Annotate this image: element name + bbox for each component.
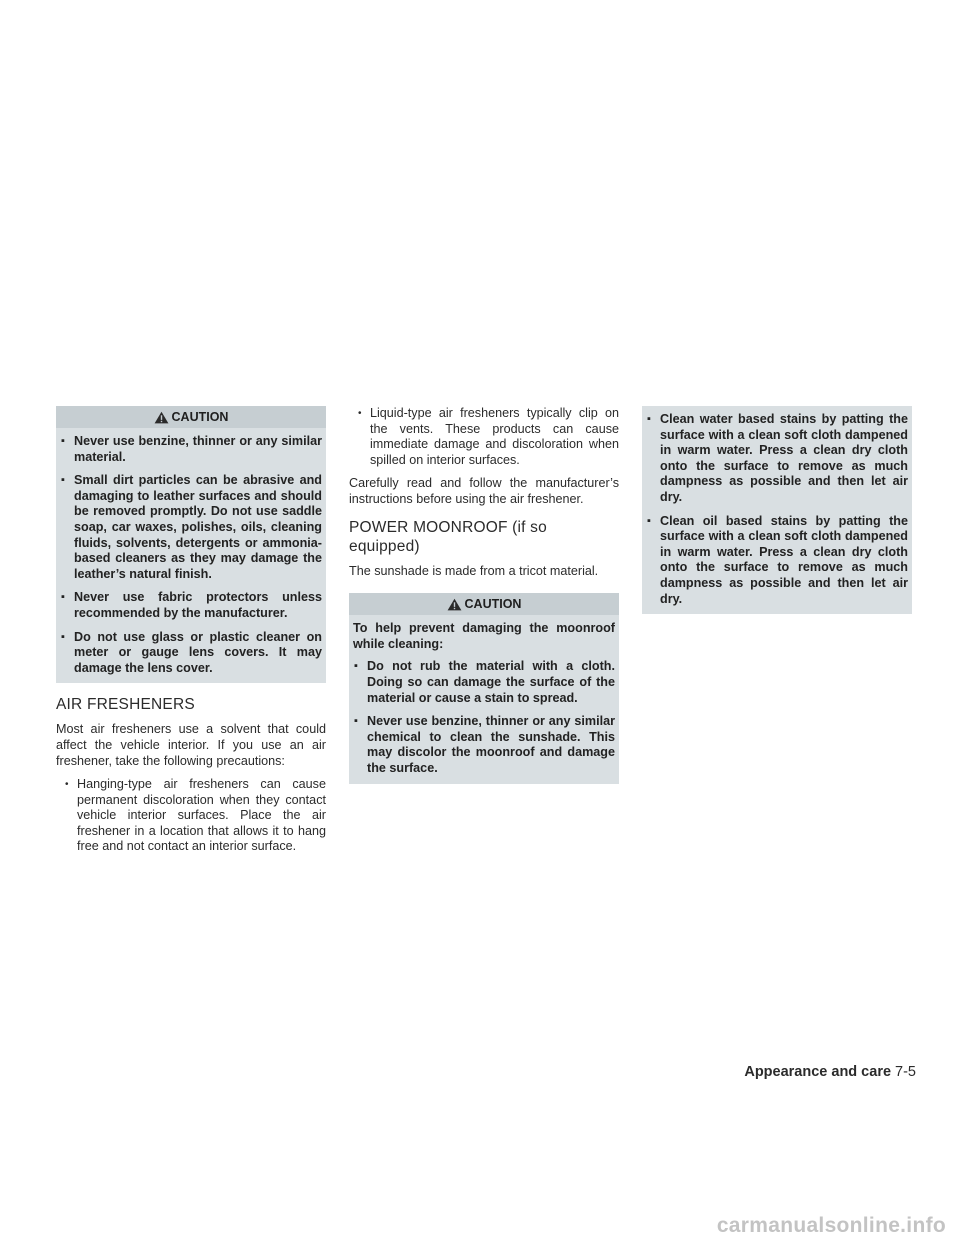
caution-box-stains (642, 406, 912, 614)
caution-item: ▪ Clean water based stains by patting the surface with a clean soft cloth dampened in warm water. Press a clean dry cloth onto the surface to remove as much dampness as possible and then let air dry. (646, 412, 908, 506)
caution-item: ▪ Do not use glass or plastic cleaner on meter or gauge lens covers. It may damage the lens cover. (60, 630, 322, 677)
warning-icon (447, 598, 462, 611)
watermark: carmanualsonline.info (716, 1214, 946, 1237)
caution-header (56, 406, 326, 428)
sunshade-paragraph: The sunshade is made from a tricot material. (349, 563, 599, 578)
air-fresheners-bullets (56, 777, 326, 855)
caution-item: ▪ Never use benzine, thinner or any similar chemical to clean the sunshade. This may discolor the moonroof and damage the surface. (353, 714, 615, 776)
caution-list (353, 659, 615, 776)
warning-icon (154, 411, 169, 424)
column-left (56, 406, 326, 863)
page-footer (728, 1063, 916, 1085)
caution-item: ▪ Clean oil based stains by patting the surface with a clean soft cloth dampened in warm water. Press a clean dry cloth onto the surface to remove as much dampness as possible and then let air dry. (646, 514, 908, 608)
caution-item: ▪ Never use benzine, thinner or any similar material. (60, 434, 322, 465)
footer-section-title: Appearance and care (744, 1064, 892, 1080)
caution-box-leather (56, 406, 326, 683)
caution-intro: To help prevent damaging the moonroof while cleaning: (353, 621, 615, 651)
bullet-item: • Liquid-type air fresheners typically clip on the vents. These products can cause immediate damage and discoloration when spilled on interior surfaces. (349, 406, 619, 468)
column-middle (349, 406, 619, 784)
caution-list (60, 434, 322, 676)
air-fresheners-bullets-cont (349, 406, 619, 468)
section-heading-power-moonroof: POWER MOONROOF (if so equipped) (349, 518, 547, 555)
section-heading-air-fresheners: AIR FRESHENERS (56, 696, 195, 714)
air-fresheners-intro: Most air fresheners use a solvent that could affect the vehicle interior. If you use an air freshener, take the following precautions: (56, 722, 326, 768)
column-right (642, 406, 912, 614)
caution-item: ▪ Never use fabric protectors unless recommended by the manufacturer. (60, 590, 322, 621)
caution-list (646, 412, 908, 607)
manufacturer-instructions-paragraph: Carefully read and follow the manufacturer’s instructions before using the air freshener. (349, 476, 619, 506)
caution-box-moonroof (349, 593, 619, 783)
bullet-item: • Hanging-type air fresheners can cause permanent discoloration when they contact vehicle interior surfaces. Place the air freshener in a location that allows it to hang free and not contact an interior surface. (56, 777, 326, 855)
caution-header (349, 593, 619, 615)
caution-title: CAUTION (171, 410, 229, 424)
caution-item: ▪ Do not rub the material with a cloth. Doing so can damage the surface of the material or cause a stain to spread. (353, 659, 615, 706)
caution-title: CAUTION (464, 597, 522, 612)
caution-item: ▪ Small dirt particles can be abrasive and damaging to leather surfaces and should be removed promptly. Do not use saddle soap, car waxes, polishes, oils, cleaning fluids, solvents, detergents or ammonia-based cleaners as they may damage the leather’s natural finish. (60, 473, 322, 582)
page-number: 7-5 (895, 1064, 916, 1080)
